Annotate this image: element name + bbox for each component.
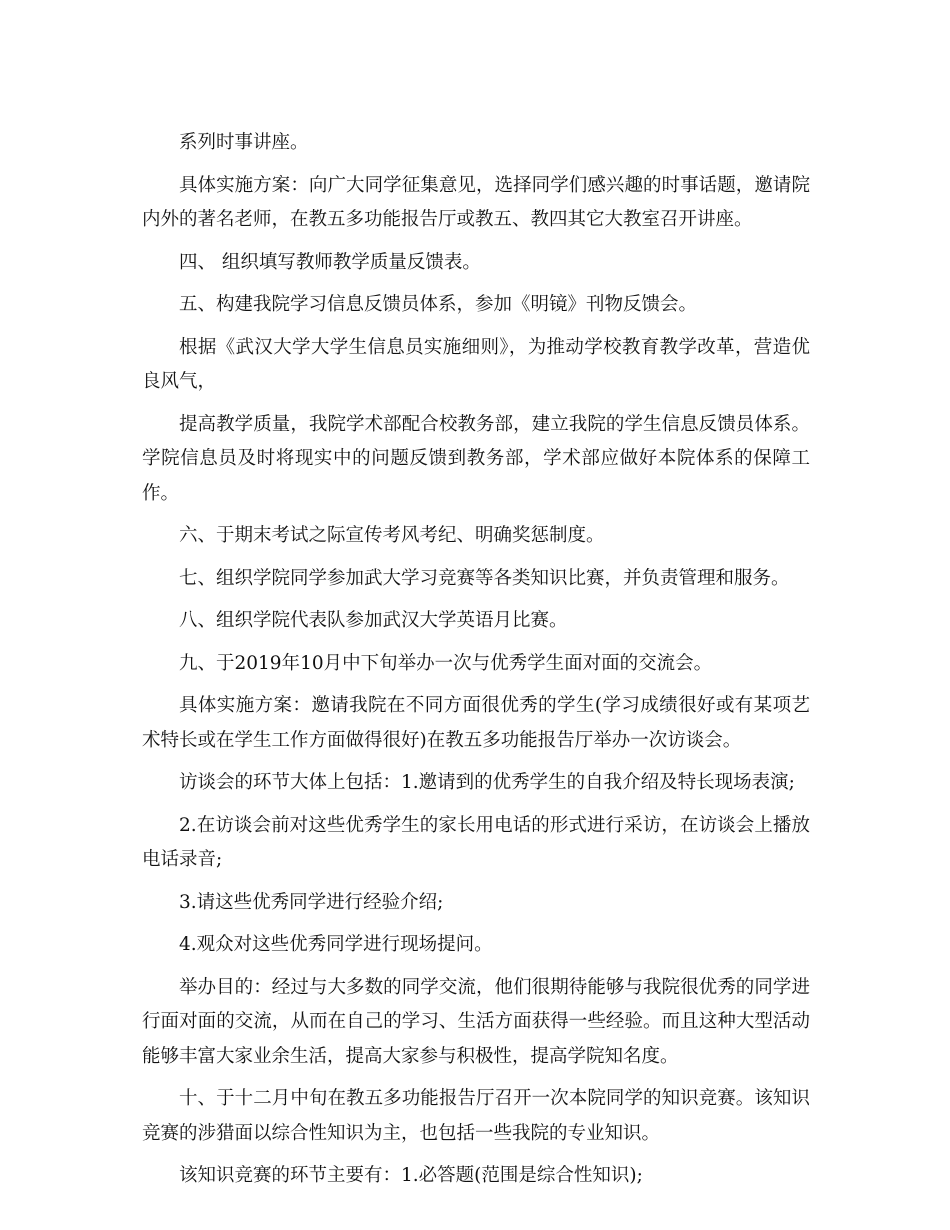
paragraph: 五、构建我院学习信息反馈员体系，参加《明镜》刊物反馈会。 (179, 294, 698, 315)
document-body (142, 126, 810, 1202)
paragraph: 具体实施方案：邀请我院在不同方面很优秀的学生(学习成绩很好或有某项艺术特长或在学生工作方面做得很好)在教五多功能报告厅举办一次访谈会。 (142, 695, 810, 751)
paragraph: 十、于十二月中旬在教五多功能报告厅召开一次本院同学的知识竞赛。该知识竞赛的涉猎面以综合性知识为主，也包括一些我院的专业知识。 (142, 1088, 810, 1144)
paragraph: 六、于期末考试之际宣传考风考纪、明确奖惩制度。 (179, 525, 605, 546)
paragraph: 提高教学质量，我院学术部配合校教务部，建立我院的学生信息反馈员体系。学院信息员及时将现实中的问题反馈到教务部，学术部应做好本院体系的保障工作。 (142, 413, 810, 504)
paragraph: 2.在访谈会前对这些优秀学生的家长用电话的形式进行采访，在访谈会上播放电话录音; (142, 814, 810, 870)
paragraph: 九、于2019年10月中下旬举办一次与优秀学生面对面的交流会。 (179, 652, 713, 674)
paragraph: 4.观众对这些优秀同学进行现场提问。 (179, 934, 493, 955)
paragraph: 四、 组织填写教师教学质量反馈表。 (179, 251, 481, 273)
paragraph: 该知识竞赛的环节主要有：1.必答题(范围是综合性知识); (179, 1165, 643, 1186)
paragraph: 系列时事讲座。 (179, 132, 309, 153)
paragraph: 八、组织学院代表队参加武汉大学英语月比赛。 (179, 610, 568, 631)
paragraph: 举办目的：经过与大多数的同学交流，他们很期待能够与我院很优秀的同学进行面对面的交流，从而在自己的学习、生活方面获得一些经验。而且这种大型活动能够丰富大家业余生活，提高大家参与积极性，提高学院知名度。 (142, 976, 810, 1067)
paragraph: 具体实施方案：向广大同学征集意见，选择同学们感兴趣的时事话题，邀请院内外的著名老师，在教五多功能报告厅或教五、教四其它大教室召开讲座。 (142, 174, 810, 230)
paragraph: 七、组织学院同学参加武大学习竞赛等各类知识比赛，并负责管理和服务。 (179, 567, 790, 589)
paragraph: 根据《武汉大学大学生信息员实施细则》，为推动学校教育教学改革，营造优良风气， (142, 336, 810, 392)
paragraph: 3.请这些优秀同学进行经验介绍; (179, 891, 444, 913)
paragraph: 访谈会的环节大体上包括：1.邀请到的优秀学生的自我介绍及特长现场表演; (179, 772, 795, 793)
